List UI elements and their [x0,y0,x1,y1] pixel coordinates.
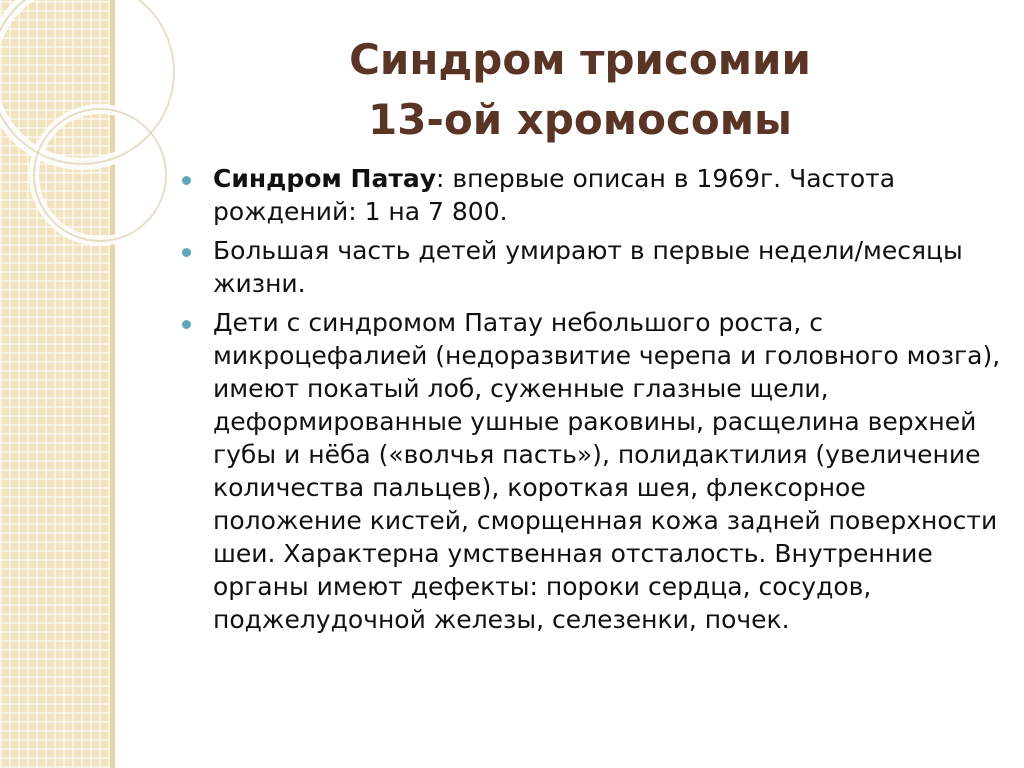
bullet-text: : впервые описан в 1969г. Частота рождений: 1 на 7 800. [213,164,896,226]
bullet-dot-icon [182,176,191,185]
bullet-dot-icon [182,320,191,329]
bullet-text: Большая часть детей умирают в первые недели/месяцы жизни. [213,236,963,298]
bullet-bold-term: Синдром Патау [213,164,436,193]
title-line-1: Синдром трисомии [349,35,811,84]
lower-ring-shade [34,109,166,241]
bullet-item-symptoms [182,306,1002,636]
bullet-list [182,162,1002,642]
decorative-rings-icon [0,0,200,300]
bullet-text: Дети с синдромом Патау небольшого роста, с микроцефалией (недоразвитие черепа и головного мозга), имеют покатый лоб, суженные глазные щели, деформированные ушные раковины, расщелина верхней губы и нёба («волчья пасть»), полидактилия (увеличение количества пальцев), короткая шея, флексорное положение кистей, сморщенная кожа задней поверхности шеи. Характерна умственная отсталость. Внутренние органы имеют дефекты: пороки сердца, сосудов, поджелудочной железы, селезенки, почек. [213,308,1001,634]
bullet-dot-icon [182,248,191,257]
slide-title [200,30,960,150]
bullet-item-patau [182,162,1002,228]
title-line-2: 13-ой хромосомы [367,95,793,144]
bullet-item-mortality [182,234,1002,300]
upper-ring [0,0,174,164]
